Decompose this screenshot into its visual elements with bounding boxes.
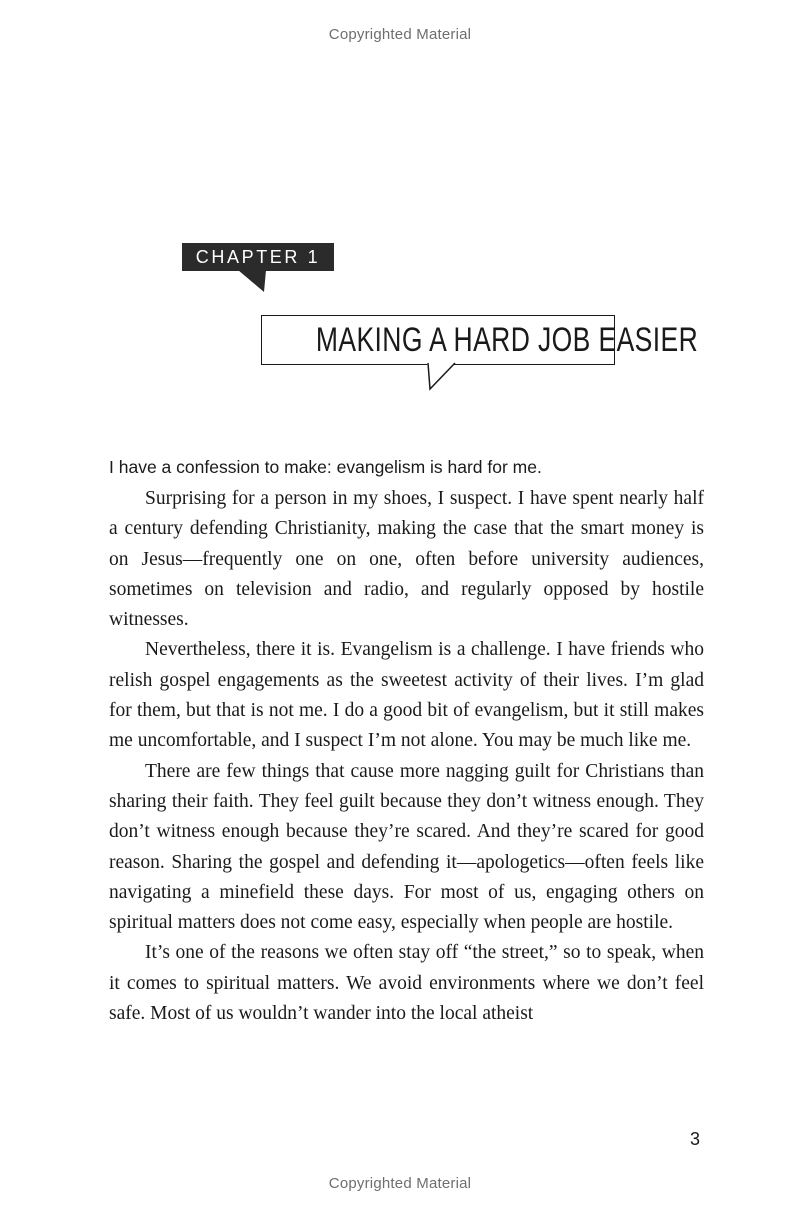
chapter-title-text: MAKING A HARD JOB EASIER [315,321,699,359]
body-text [109,484,704,1029]
chapter-title [261,315,699,365]
chapter-label: CHAPTER 1 [182,243,334,271]
paragraph: There are few things that cause more nagging guilt for Christians than sharing their faith. They feel guilt because they don’t witness enough. They don’t witness enough because they’re scared. And they’re scared for good reason. Sharing the gospel and defending it—apologetics—often feels like navigating a minefield these days. For most of us, engaging others on spiritual matters does not come easy, especially when people are hostile. [109,760,704,934]
chapter-title-tail [426,363,456,391]
copyright-watermark-top: Copyrighted Material [328,26,472,43]
page-number: 3 [690,1129,701,1149]
paragraph: It’s one of the reasons we often stay off “the street,” so to speak, when it comes to spiritual matters. We avoid environments where we don’t feel safe. Most of us wouldn’t wander into the local atheist [109,942,704,1025]
lead-sentence: I have a confession to make: evangelism is hard for me. [109,457,542,477]
chapter-label-tail [238,270,266,292]
copyright-watermark-bottom: Copyrighted Material [328,1175,472,1192]
paragraph: Surprising for a person in my shoes, I suspect. I have spent nearly half a century defending Christianity, making the case that the smart money is on Jesus—frequently one on one, often before university audiences, sometimes on television and radio, and regularly opposed by hostile witnesses. [109,488,704,631]
paragraph: Nevertheless, there it is. Evangelism is a challenge. I have friends who relish gospel engagements as the sweetest activity of their lives. I’m glad for them, but that is not me. I do a good bit of evangelism, but it still makes me uncomfortable, and I suspect I’m not alone. You may be much like me. [109,639,704,752]
